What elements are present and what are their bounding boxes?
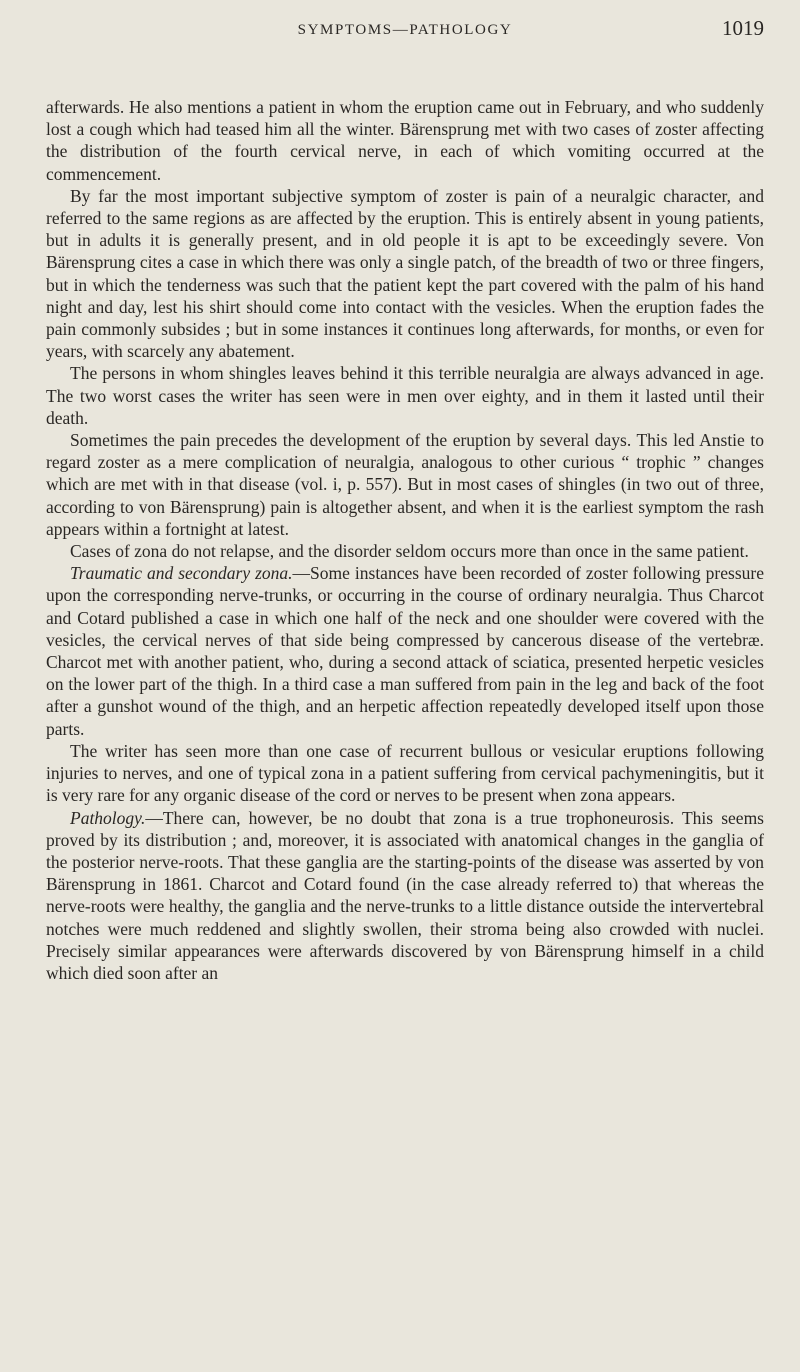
paragraph-text: The writer has seen more than one case of recurrent bullous or vesicular eruptions following injuries to nerves, and one of typical zona in a patient suffering from cervical pachymeningitis, but it is very rare for any organic disease of the cord or nerves to be present when zona appears. (46, 740, 764, 806)
paragraph-traumatic-zona (46, 562, 764, 740)
paragraph (46, 185, 764, 363)
paragraph-continued (46, 96, 764, 185)
paragraph-pathology (46, 807, 764, 985)
running-head (46, 0, 764, 44)
paragraph (46, 362, 764, 429)
run-in-heading: Pathology. (70, 807, 146, 828)
paragraph-text: By far the most important subjective symptom of zoster is pain of a neuralgic character, and referred to the same regions as are affected by the eruption. This is entirely absent in young patients, but in adults it is generally present, and in old people it is apt to be exceedingly severe. Von Bärensprung cites a case in which there was only a single patch, of the breadth of two or three fingers, but in which the tenderness was such that the patient kept the part covered with the palm of his hand night and day, lest his shirt should come into contact with the vesicles. When the eruption fades the pain commonly subsides ; but in some instances it continues long afterwards, for months, or even for years, with scarcely any abatement. (46, 185, 764, 362)
paragraph-text: The persons in whom shingles leaves behind it this terrible neuralgia are always advanced in age. The two worst cases the writer has seen were in men over eighty, and in them it lasted until their death. (46, 363, 764, 428)
page-number: 1019 (722, 16, 764, 40)
run-in-heading: Traumatic and secondary zona. (70, 563, 293, 584)
paragraph (46, 429, 764, 540)
body-text (46, 96, 764, 984)
paragraph (46, 540, 764, 562)
paragraph-text: Cases of zona do not relapse, and the disorder seldom occurs more than once in the same patient. (70, 541, 749, 562)
running-title: SYMPTOMS—PATHOLOGY (297, 22, 513, 38)
paragraph-text: afterwards. He also mentions a patient in whom the eruption came out in February, and who suddenly lost a cough which had teased him all the winter. Bärensprung met with two cases of zoster affecting the distribution of the fourth cervical nerve, in each of which vomiting occurred at the commencement. (46, 97, 764, 184)
paragraph-text: —There can, however, be no doubt that zona is a true trophoneurosis. This seems proved by its distribution ; and, moreover, it is associated with anatomical changes in the ganglia of the posterior nerve-roots. That these ganglia are the starting-points of the disease was asserted by von Bärensprung in 1861. Charcot and Cotard found (in the case already referred to) that whereas the nerve-roots were healthy, the ganglia and the nerve-trunks to a little distance outside the intervertebral notches were much reddened and slightly swollen, their stroma being also crowded with nuclei. Precisely similar appearances were afterwards discovered by von Bärensprung himself in a child which died soon after an (46, 807, 764, 983)
paragraph (46, 740, 764, 807)
paragraph-text: —Some instances have been recorded of zoster following pressure upon the corresponding nerve-trunks, or occurring in the course of ordinary neuralgia. Thus Charcot and Cotard published a case in which one half of the neck and one shoulder were covered with the vesicles, the cervical nerves of that side being compressed by cancerous disease of the vertebræ. Charcot met with another patient, who, during a second attack of sciatica, presented herpetic vesicles on the lower part of the thigh. In a third case a man suffered from pain in the leg and back of the foot after a gunshot wound of the thigh, and an herpetic affection repeatedly developed itself upon those parts. (46, 563, 764, 739)
paragraph-text: Sometimes the pain precedes the development of the eruption by several days. This led Anstie to regard zoster as a mere complication of neuralgia, analogous to other curious “ trophic ” changes which are met with in that disease (vol. i, p. 557). But in most cases of shingles (in two out of three, according to von Bärensprung) pain is altogether absent, and when it is the earliest symptom the rash appears within a fortnight at latest. (46, 430, 764, 539)
